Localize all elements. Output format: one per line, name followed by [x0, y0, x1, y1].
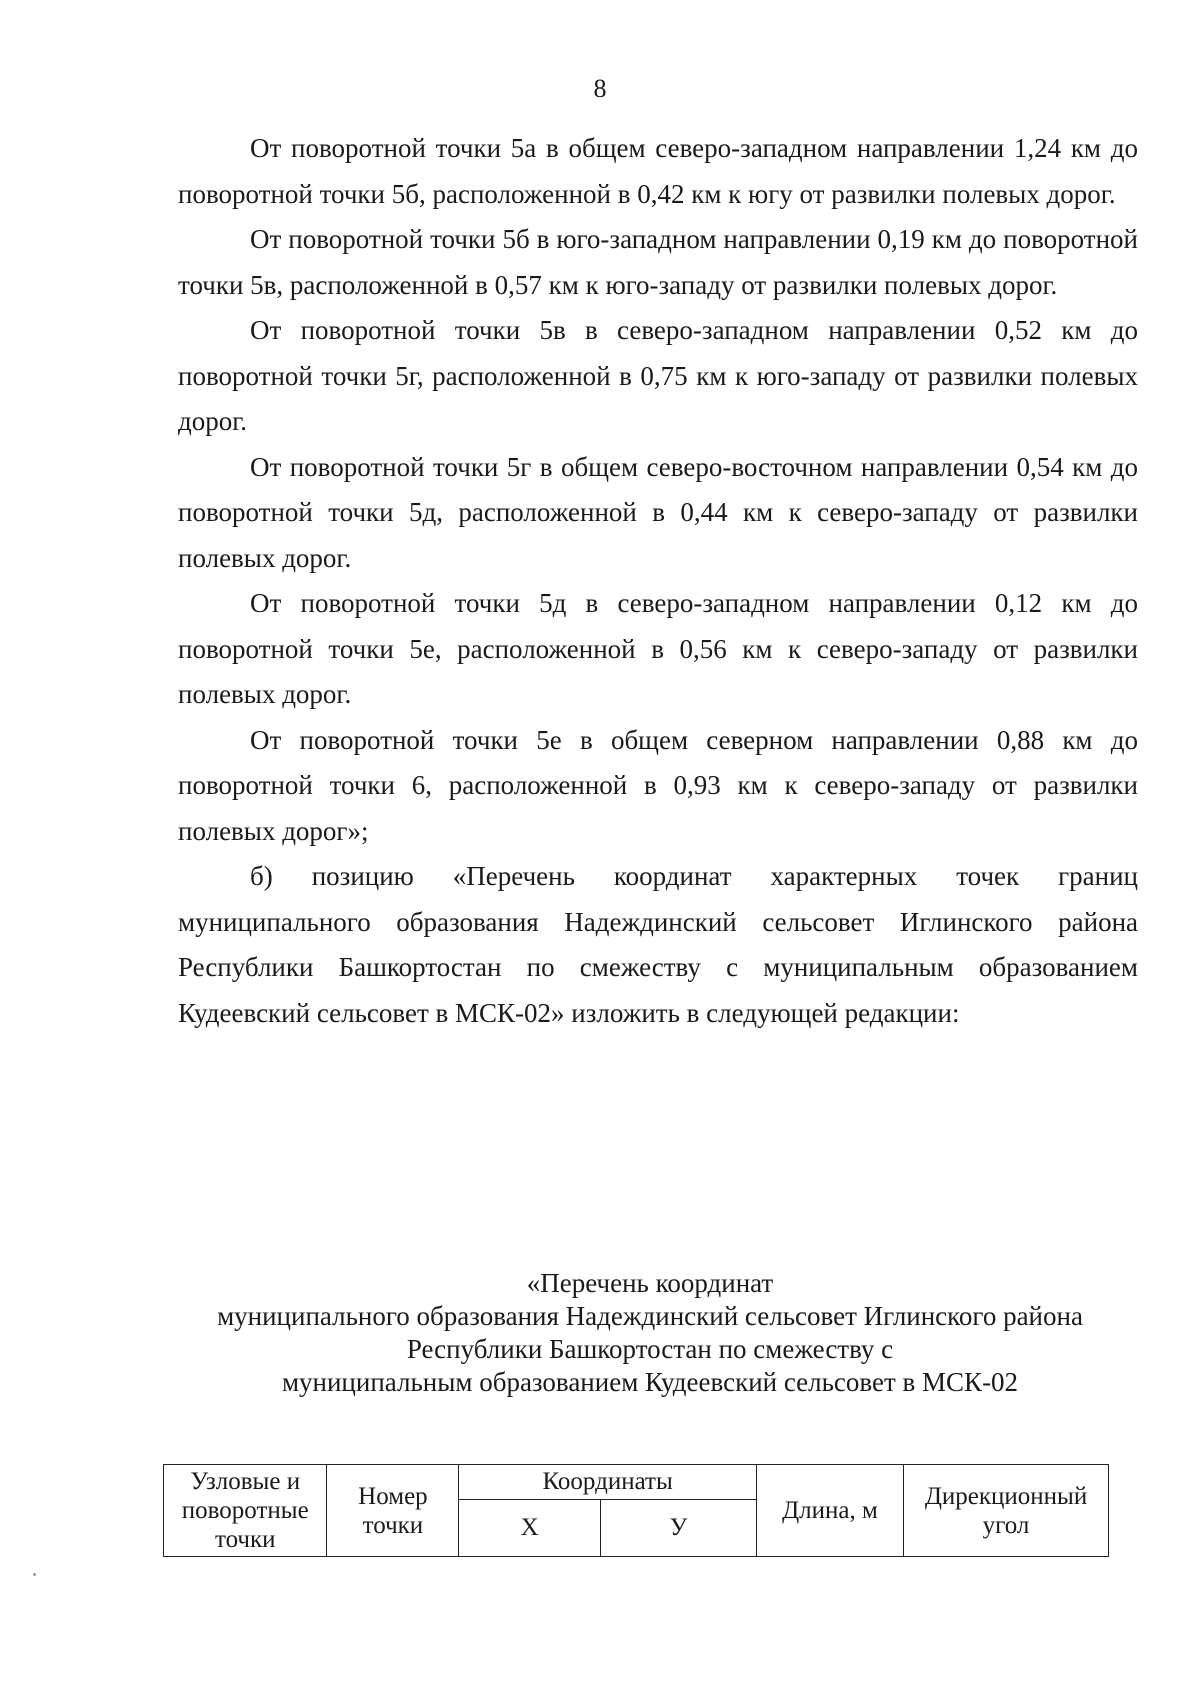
- header-coordinates: Координаты: [459, 1465, 757, 1500]
- paragraph-5v: От поворотной точки 5в в северо-западном направлении 0,52 км до поворотной точки 5г, расположенной в 0,75 км к юго-западу от развилки полевых дорог.: [178, 315, 1138, 436]
- paragraph-5b: От поворотной точки 5б в юго-западном направлении 0,19 км до поворотной точки 5в, расположенной в 0,57 км к юго-западу от развилки полевых дорог.: [178, 224, 1138, 300]
- paragraph-5g: От поворотной точки 5г в общем северо-восточном направлении 0,54 км до поворотной точки 5д, расположенной в 0,44 км к северо-западу от развилки полевых дорог.: [178, 451, 1138, 573]
- scan-artifact: [33, 1573, 36, 1576]
- paragraph-position-b: б) позицию «Перечень координат характерных точек границ муниципального образования Надеждинский сельсовет Иглинского района Республики Башкортостан по смежеству с муниципальным образованием Кудеевский сельсовет в МСК-02» изложить в следующей редакции:: [178, 861, 1138, 1028]
- table-heading: [160, 1267, 1140, 1399]
- header-direction-angle: Дирекционный угол: [904, 1465, 1109, 1557]
- header-y: У: [601, 1499, 757, 1556]
- heading-line-4: муниципальным образованием Кудеевский сельсовет в МСК-02: [281, 1367, 1019, 1397]
- paragraph-5a: От поворотной точки 5а в общем северо-западном направлении 1,24 км до поворотной точки 5б, расположенной в 0,42 км к югу от развилки полевых дорог.: [178, 133, 1138, 209]
- coordinates-table: [163, 1464, 1109, 1557]
- header-point-number: Номер точки: [327, 1465, 459, 1557]
- heading-line-1: «Перечень координат: [526, 1268, 774, 1298]
- header-points: Узловые и поворотные точки: [164, 1465, 327, 1557]
- paragraph-5e: От поворотной точки 5е в общем северном направлении 0,88 км до поворотной точки 6, расположенной в 0,93 км к северо-западу от развилки полевых дорог»;: [178, 724, 1138, 846]
- body-text: [178, 126, 1138, 1036]
- page-number: 8: [593, 74, 607, 103]
- paragraph-5d: От поворотной точки 5д в северо-западном направлении 0,12 км до поворотной точки 5е, расположенной в 0,56 км к северо-западу от развилки полевых дорог.: [178, 588, 1138, 709]
- header-x: Х: [459, 1499, 601, 1556]
- header-length: Длина, м: [756, 1465, 903, 1557]
- heading-line-3: Республики Башкортостан по смежеству с: [406, 1334, 894, 1364]
- heading-line-2: муниципального образования Надеждинский сельсовет Иглинского района: [217, 1301, 1083, 1331]
